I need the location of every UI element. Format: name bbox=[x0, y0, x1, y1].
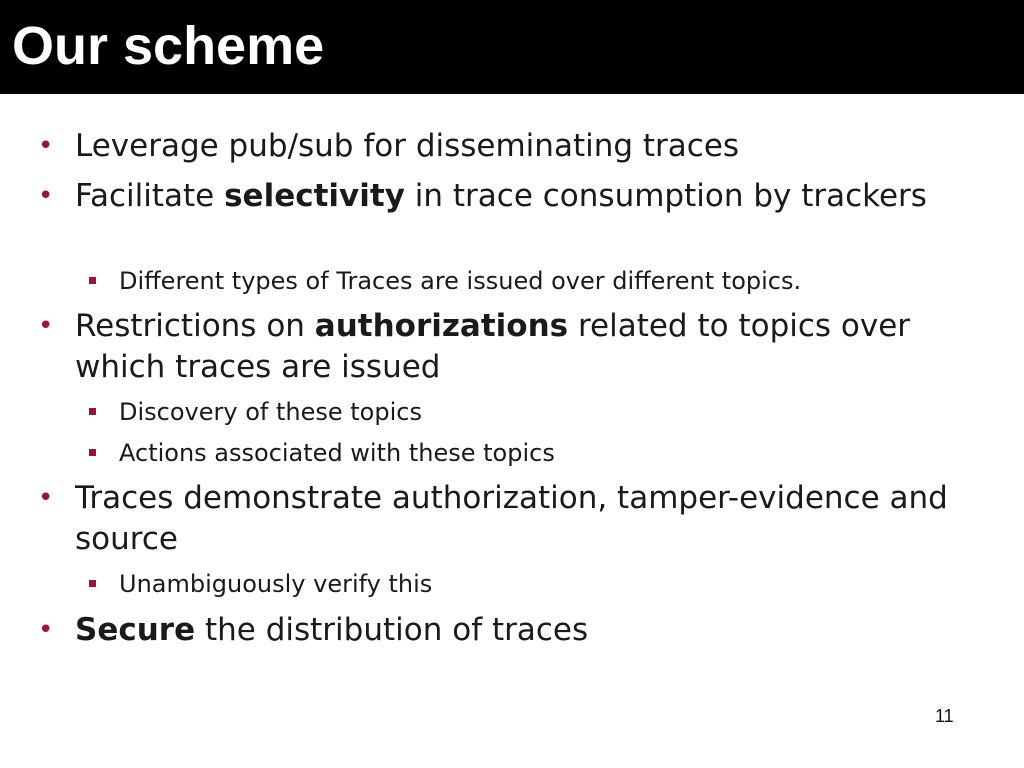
bullet-dot-icon: • bbox=[38, 483, 54, 513]
title-bar bbox=[0, 0, 1024, 94]
bullet-item bbox=[38, 610, 995, 651]
square-bullet-icon bbox=[89, 580, 96, 587]
bullet-dot-icon: • bbox=[38, 131, 54, 161]
bullet-text: the distribution of traces bbox=[195, 612, 589, 648]
page-number: 11 bbox=[935, 706, 954, 726]
bullet-item bbox=[38, 176, 995, 217]
square-bullet-icon bbox=[89, 408, 96, 415]
bullet-text: Leverage pub/sub for disseminating traces bbox=[75, 128, 740, 164]
bullet-emphasis: selectivity bbox=[224, 178, 405, 214]
sub-bullet-item bbox=[119, 265, 999, 297]
square-bullet-icon bbox=[89, 277, 96, 284]
bullet-item bbox=[38, 306, 995, 388]
sub-bullet-item bbox=[119, 437, 999, 469]
sub-bullet-item bbox=[119, 396, 999, 428]
bullet-emphasis: authorizations bbox=[314, 308, 569, 344]
sub-bullet-text: Different types of Traces are issued over different topics. bbox=[119, 267, 802, 295]
bullet-item bbox=[38, 126, 995, 167]
sub-bullet-text: Unambiguously verify this bbox=[119, 570, 433, 598]
bullet-item bbox=[38, 478, 995, 560]
bullet-text: in trace consumption by trackers bbox=[404, 178, 927, 214]
square-bullet-icon bbox=[89, 449, 96, 456]
sub-bullet-text: Actions associated with these topics bbox=[119, 439, 555, 467]
bullet-dot-icon: • bbox=[38, 181, 54, 211]
sub-bullet-text: Discovery of these topics bbox=[119, 398, 422, 426]
bullet-text: Restrictions on bbox=[75, 308, 315, 344]
sub-bullet-item bbox=[119, 568, 999, 600]
bullet-dot-icon: • bbox=[38, 615, 54, 645]
bullet-text: related to topics over which traces are issued bbox=[75, 308, 911, 385]
bullet-dot-icon: • bbox=[38, 311, 54, 341]
slide-title: Our scheme bbox=[12, 16, 325, 76]
bullet-emphasis: Secure bbox=[75, 612, 196, 648]
bullet-text: Facilitate bbox=[75, 178, 225, 214]
bullet-text: Traces demonstrate authorization, tamper-evidence and source bbox=[75, 480, 948, 557]
